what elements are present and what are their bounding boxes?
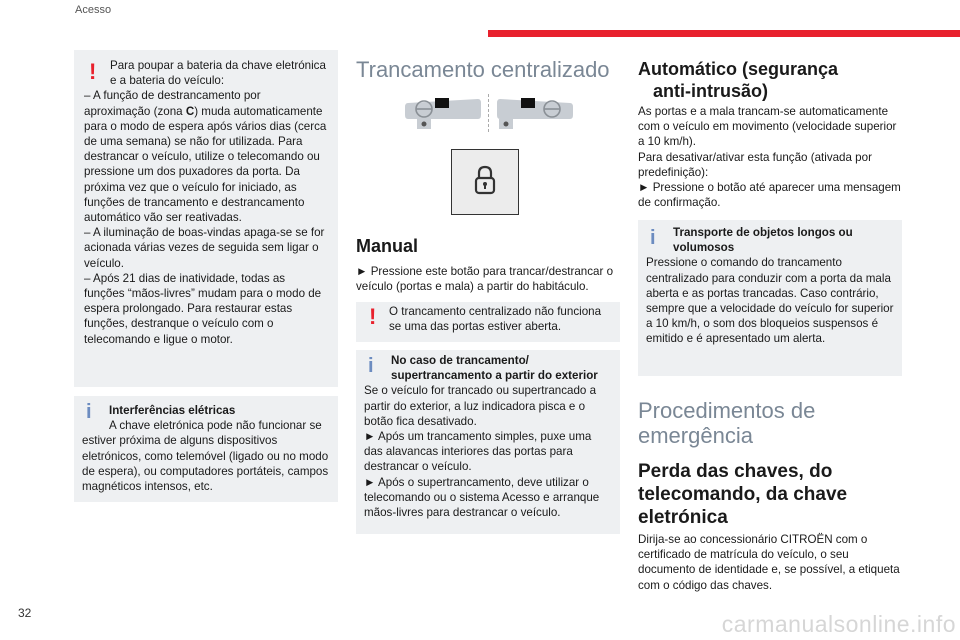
- left-hand-drive-icon: [404, 95, 482, 136]
- info-title: Interferências elétricas: [109, 404, 236, 417]
- padlock-icon: [474, 165, 496, 200]
- info-box-interference: [74, 396, 338, 502]
- warning-paragraph-2: – A iluminação de boas-vindas apaga-se se for acionada várias vezes de seguida sem ligar o veículo.: [84, 226, 325, 270]
- right-hand-drive-icon: [496, 95, 574, 136]
- heading-manual: Manual: [356, 236, 419, 256]
- heading-automatic: Automático (segurança anti-intrusão): [638, 59, 839, 101]
- central-lock-button: [451, 149, 519, 215]
- watermark: carmanualsonline.info: [721, 611, 956, 637]
- info-paragraph-2: ► Após um trancamento simples, puxe uma das alavancas interiores das portas para destrancar o veículo.: [364, 430, 592, 474]
- warning-intro: Para poupar a bateria da chave eletrónica e a bateria do veículo:: [110, 59, 326, 88]
- separator-dashed: [488, 94, 489, 132]
- page-number: 32: [18, 606, 32, 620]
- info-icon: i: [368, 355, 374, 377]
- header-accent-bar: [488, 30, 960, 37]
- section-title: Acesso: [75, 4, 112, 16]
- info-title: No caso de trancamento/ supertrancamento a partir do exterior: [391, 354, 598, 383]
- info-box-long-objects: [638, 220, 902, 376]
- heading-lost-keys: Perda das chaves, do telecomando, da chave eletrónica: [638, 461, 848, 528]
- heading-central-locking: Trancamento centralizado: [356, 57, 610, 82]
- warning-door-text: O trancamento centralizado não funciona se uma das portas estiver aberta.: [389, 305, 602, 334]
- info-body: A chave eletrónica pode não funcionar se estiver próxima de alguns dispositivos eletrónicos, como telemóvel (ligado ou no modo de espera), ou computadores portáteis, campos magnéticos intensos, etc.: [82, 419, 329, 494]
- heading-emergency: Procedimentos de emergência: [638, 398, 816, 448]
- warning-paragraph-3: – Após 21 dias de inatividade, todas as funções “mãos-livres” mudam para o modo de espera prolongado. Para restaurar estas funções, destranque o veículo com o telecomando e ligue o motor.: [84, 271, 322, 346]
- warning-icon: !: [369, 304, 377, 329]
- info-body: Pressione o comando do trancamento centralizado para conduzir com a porta da mala aberta e as portas trancadas. Caso contrário, sempre que a velocidade do veículo for superior a 10 km/h, o som dos bloqueios suspensos é emitido e é apresentado um alerta.: [646, 256, 894, 346]
- warning-box-door-open: [356, 302, 620, 342]
- lost-keys-text: Dirija-se ao concessionário CITROËN com o certificado de matrícula do veículo, o seu documento de identidade e, se possível, a etiqueta com o código das chaves.: [638, 533, 900, 592]
- manual-instruction: ► Pressione este botão para trancar/destrancar o veículo (portas e mala) a partir do habitáculo.: [356, 265, 614, 294]
- warning-icon: !: [89, 59, 97, 84]
- info-icon: i: [650, 227, 656, 249]
- info-title: Transporte de objetos longos ou volumosos: [673, 226, 853, 255]
- info-paragraph-3: ► Após o supertrancamento, deve utilizar o telecomando ou o sistema Acesso e arranque mãos-livres para destrancar o veículo.: [364, 475, 600, 520]
- warning-paragraph-1: – A função de destrancamento por aproximação (zona C) muda automaticamente para o modo de espera após vários dias (cerca de uma semana) se não for utilizada. Para destrancar o veículo, utilize o telecomando ou pressione um dos puxadores da porta. Da próxima vez que o veículo for iniciado, as funções de trancamento e destrancamento automático vão ser reativadas.: [84, 89, 327, 225]
- info-box-supertrancamento: [356, 350, 620, 534]
- warning-box-battery: [74, 50, 338, 387]
- info-icon: i: [86, 401, 92, 423]
- automatic-description: As portas e a mala trancam-se automaticamente com o veículo em movimento (velocidade superior a 10 km/h). Para desativar/ativar esta função (ativada por predefinição): ► Pressione o botão até aparecer uma mensagem de confirmação.: [638, 105, 901, 210]
- info-paragraph-1: Se o veículo for trancado ou supertrancado a partir do exterior, a luz indicadora pisca e o botão fica desativado.: [364, 384, 597, 428]
